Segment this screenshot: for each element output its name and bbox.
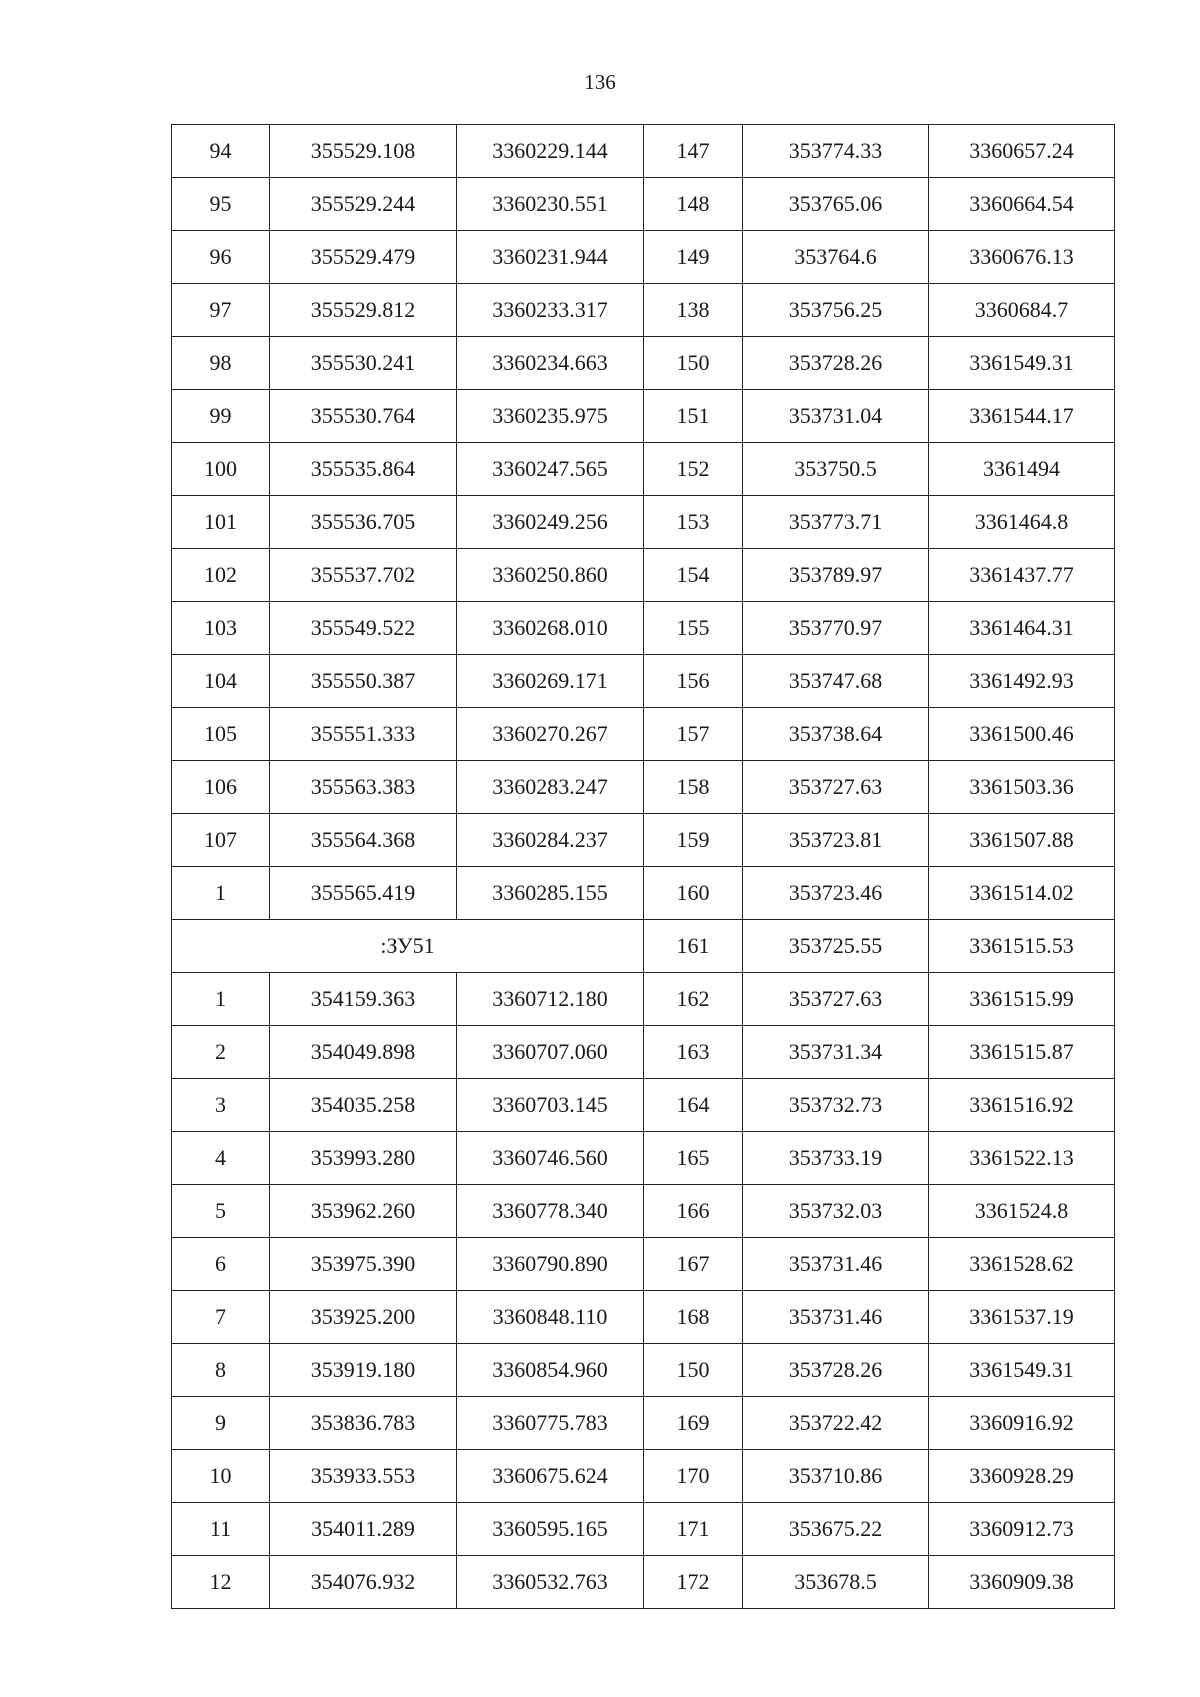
table-row [172, 1556, 1115, 1609]
left-x-coordinate-cell: 353975.390 [270, 1238, 457, 1291]
table-row [172, 337, 1115, 390]
table-row [172, 1344, 1115, 1397]
right-y-coordinate-cell: 3360657.24 [929, 125, 1115, 178]
right-y-coordinate-cell: 3360664.54 [929, 178, 1115, 231]
table-row [172, 496, 1115, 549]
left-y-coordinate-cell: 3360532.763 [457, 1556, 644, 1609]
right-x-coordinate-cell: 353738.64 [743, 708, 929, 761]
right-x-coordinate-cell: 353723.46 [743, 867, 929, 920]
right-point-number-cell: 166 [644, 1185, 743, 1238]
right-x-coordinate-cell: 353789.97 [743, 549, 929, 602]
right-point-number-cell: 152 [644, 443, 743, 496]
left-y-coordinate-cell: 3360854.960 [457, 1344, 644, 1397]
table-row [172, 443, 1115, 496]
right-y-coordinate-cell: 3361437.77 [929, 549, 1115, 602]
table-row [172, 920, 1115, 973]
left-y-coordinate-cell: 3360675.624 [457, 1450, 644, 1503]
table-row [172, 390, 1115, 443]
table-row [172, 231, 1115, 284]
right-point-number-cell: 148 [644, 178, 743, 231]
right-point-number-cell: 165 [644, 1132, 743, 1185]
right-point-number-cell: 153 [644, 496, 743, 549]
right-point-number-cell: 172 [644, 1556, 743, 1609]
right-y-coordinate-cell: 3360684.7 [929, 284, 1115, 337]
right-y-coordinate-cell: 3361515.87 [929, 1026, 1115, 1079]
right-y-coordinate-cell: 3361507.88 [929, 814, 1115, 867]
left-point-number-cell: 104 [172, 655, 270, 708]
right-x-coordinate-cell: 353765.06 [743, 178, 929, 231]
right-y-coordinate-cell: 3361524.8 [929, 1185, 1115, 1238]
left-point-number-cell: 11 [172, 1503, 270, 1556]
right-x-coordinate-cell: 353770.97 [743, 602, 929, 655]
left-x-coordinate-cell: 355549.522 [270, 602, 457, 655]
right-x-coordinate-cell: 353747.68 [743, 655, 929, 708]
left-point-number-cell: 103 [172, 602, 270, 655]
right-x-coordinate-cell: 353728.26 [743, 337, 929, 390]
left-x-coordinate-cell: 355551.333 [270, 708, 457, 761]
left-point-number-cell: 99 [172, 390, 270, 443]
right-y-coordinate-cell: 3361549.31 [929, 337, 1115, 390]
right-x-coordinate-cell: 353733.19 [743, 1132, 929, 1185]
right-y-coordinate-cell: 3361464.8 [929, 496, 1115, 549]
left-x-coordinate-cell: 354159.363 [270, 973, 457, 1026]
left-point-number-cell: 105 [172, 708, 270, 761]
table-row [172, 602, 1115, 655]
right-y-coordinate-cell: 3360909.38 [929, 1556, 1115, 1609]
left-x-coordinate-cell: 355565.419 [270, 867, 457, 920]
right-y-coordinate-cell: 3361514.02 [929, 867, 1115, 920]
right-x-coordinate-cell: 353731.46 [743, 1291, 929, 1344]
left-x-coordinate-cell: 354011.289 [270, 1503, 457, 1556]
left-y-coordinate-cell: 3360595.165 [457, 1503, 644, 1556]
left-point-number-cell: 1 [172, 867, 270, 920]
left-x-coordinate-cell: 353993.280 [270, 1132, 457, 1185]
right-y-coordinate-cell: 3361494 [929, 443, 1115, 496]
right-y-coordinate-cell: 3361528.62 [929, 1238, 1115, 1291]
left-y-coordinate-cell: 3360790.890 [457, 1238, 644, 1291]
left-x-coordinate-cell: 355535.864 [270, 443, 457, 496]
left-x-coordinate-cell: 355536.705 [270, 496, 457, 549]
table-row [172, 1238, 1115, 1291]
left-y-coordinate-cell: 3360230.551 [457, 178, 644, 231]
right-y-coordinate-cell: 3361537.19 [929, 1291, 1115, 1344]
left-x-coordinate-cell: 355529.244 [270, 178, 457, 231]
section-label-cell: :ЗУ51 [172, 920, 644, 973]
table-row [172, 814, 1115, 867]
left-x-coordinate-cell: 353925.200 [270, 1291, 457, 1344]
left-point-number-cell: 3 [172, 1079, 270, 1132]
left-point-number-cell: 5 [172, 1185, 270, 1238]
right-y-coordinate-cell: 3361503.36 [929, 761, 1115, 814]
left-point-number-cell: 2 [172, 1026, 270, 1079]
right-x-coordinate-cell: 353756.25 [743, 284, 929, 337]
table-row [172, 761, 1115, 814]
left-y-coordinate-cell: 3360283.247 [457, 761, 644, 814]
left-y-coordinate-cell: 3360250.860 [457, 549, 644, 602]
left-x-coordinate-cell: 353919.180 [270, 1344, 457, 1397]
right-point-number-cell: 164 [644, 1079, 743, 1132]
left-x-coordinate-cell: 355550.387 [270, 655, 457, 708]
left-x-coordinate-cell: 355529.479 [270, 231, 457, 284]
right-y-coordinate-cell: 3361522.13 [929, 1132, 1115, 1185]
left-y-coordinate-cell: 3360848.110 [457, 1291, 644, 1344]
table-row [172, 1397, 1115, 1450]
right-point-number-cell: 171 [644, 1503, 743, 1556]
left-y-coordinate-cell: 3360707.060 [457, 1026, 644, 1079]
right-x-coordinate-cell: 353722.42 [743, 1397, 929, 1450]
left-point-number-cell: 9 [172, 1397, 270, 1450]
left-y-coordinate-cell: 3360712.180 [457, 973, 644, 1026]
right-x-coordinate-cell: 353731.04 [743, 390, 929, 443]
left-x-coordinate-cell: 355563.383 [270, 761, 457, 814]
right-x-coordinate-cell: 353728.26 [743, 1344, 929, 1397]
right-point-number-cell: 170 [644, 1450, 743, 1503]
left-point-number-cell: 10 [172, 1450, 270, 1503]
left-point-number-cell: 12 [172, 1556, 270, 1609]
right-y-coordinate-cell: 3361515.53 [929, 920, 1115, 973]
right-point-number-cell: 147 [644, 125, 743, 178]
left-y-coordinate-cell: 3360231.944 [457, 231, 644, 284]
right-point-number-cell: 168 [644, 1291, 743, 1344]
left-x-coordinate-cell: 354076.932 [270, 1556, 457, 1609]
table-row [172, 867, 1115, 920]
right-point-number-cell: 155 [644, 602, 743, 655]
left-y-coordinate-cell: 3360234.663 [457, 337, 644, 390]
right-x-coordinate-cell: 353710.86 [743, 1450, 929, 1503]
left-point-number-cell: 98 [172, 337, 270, 390]
left-x-coordinate-cell: 355530.764 [270, 390, 457, 443]
left-point-number-cell: 4 [172, 1132, 270, 1185]
right-y-coordinate-cell: 3361544.17 [929, 390, 1115, 443]
right-point-number-cell: 138 [644, 284, 743, 337]
right-x-coordinate-cell: 353731.34 [743, 1026, 929, 1079]
left-point-number-cell: 1 [172, 973, 270, 1026]
right-point-number-cell: 158 [644, 761, 743, 814]
right-point-number-cell: 157 [644, 708, 743, 761]
table-row [172, 1450, 1115, 1503]
left-x-coordinate-cell: 355529.108 [270, 125, 457, 178]
left-y-coordinate-cell: 3360229.144 [457, 125, 644, 178]
left-y-coordinate-cell: 3360249.256 [457, 496, 644, 549]
left-y-coordinate-cell: 3360268.010 [457, 602, 644, 655]
right-point-number-cell: 156 [644, 655, 743, 708]
right-y-coordinate-cell: 3360912.73 [929, 1503, 1115, 1556]
left-point-number-cell: 6 [172, 1238, 270, 1291]
left-point-number-cell: 100 [172, 443, 270, 496]
right-point-number-cell: 151 [644, 390, 743, 443]
table-row [172, 1291, 1115, 1344]
right-y-coordinate-cell: 3361492.93 [929, 655, 1115, 708]
table-row [172, 1132, 1115, 1185]
left-y-coordinate-cell: 3360233.317 [457, 284, 644, 337]
left-point-number-cell: 96 [172, 231, 270, 284]
left-point-number-cell: 107 [172, 814, 270, 867]
left-x-coordinate-cell: 353962.260 [270, 1185, 457, 1238]
right-y-coordinate-cell: 3361464.31 [929, 602, 1115, 655]
right-x-coordinate-cell: 353774.33 [743, 125, 929, 178]
left-y-coordinate-cell: 3360270.267 [457, 708, 644, 761]
left-point-number-cell: 102 [172, 549, 270, 602]
table-row [172, 1503, 1115, 1556]
left-point-number-cell: 95 [172, 178, 270, 231]
right-point-number-cell: 150 [644, 1344, 743, 1397]
right-point-number-cell: 169 [644, 1397, 743, 1450]
right-x-coordinate-cell: 353723.81 [743, 814, 929, 867]
table-row [172, 1026, 1115, 1079]
left-point-number-cell: 8 [172, 1344, 270, 1397]
left-point-number-cell: 106 [172, 761, 270, 814]
table-row [172, 655, 1115, 708]
right-y-coordinate-cell: 3361549.31 [929, 1344, 1115, 1397]
right-x-coordinate-cell: 353764.6 [743, 231, 929, 284]
table-row [172, 284, 1115, 337]
left-y-coordinate-cell: 3360269.171 [457, 655, 644, 708]
right-y-coordinate-cell: 3361515.99 [929, 973, 1115, 1026]
right-point-number-cell: 149 [644, 231, 743, 284]
table-row [172, 178, 1115, 231]
left-y-coordinate-cell: 3360775.783 [457, 1397, 644, 1450]
table-row [172, 973, 1115, 1026]
right-y-coordinate-cell: 3360676.13 [929, 231, 1115, 284]
right-x-coordinate-cell: 353727.63 [743, 761, 929, 814]
coordinates-table [171, 124, 1115, 1609]
left-point-number-cell: 101 [172, 496, 270, 549]
left-x-coordinate-cell: 354049.898 [270, 1026, 457, 1079]
right-y-coordinate-cell: 3360916.92 [929, 1397, 1115, 1450]
right-y-coordinate-cell: 3361516.92 [929, 1079, 1115, 1132]
left-y-coordinate-cell: 3360778.340 [457, 1185, 644, 1238]
left-x-coordinate-cell: 355529.812 [270, 284, 457, 337]
table-row [172, 125, 1115, 178]
right-point-number-cell: 150 [644, 337, 743, 390]
left-y-coordinate-cell: 3360235.975 [457, 390, 644, 443]
table-row [172, 1185, 1115, 1238]
right-y-coordinate-cell: 3360928.29 [929, 1450, 1115, 1503]
left-x-coordinate-cell: 355537.702 [270, 549, 457, 602]
right-y-coordinate-cell: 3361500.46 [929, 708, 1115, 761]
left-point-number-cell: 94 [172, 125, 270, 178]
right-x-coordinate-cell: 353731.46 [743, 1238, 929, 1291]
left-y-coordinate-cell: 3360746.560 [457, 1132, 644, 1185]
left-x-coordinate-cell: 354035.258 [270, 1079, 457, 1132]
left-y-coordinate-cell: 3360285.155 [457, 867, 644, 920]
right-x-coordinate-cell: 353773.71 [743, 496, 929, 549]
table-row [172, 1079, 1115, 1132]
right-x-coordinate-cell: 353750.5 [743, 443, 929, 496]
table-row [172, 549, 1115, 602]
page-number: 136 [584, 70, 616, 94]
right-point-number-cell: 159 [644, 814, 743, 867]
right-x-coordinate-cell: 353732.73 [743, 1079, 929, 1132]
left-y-coordinate-cell: 3360284.237 [457, 814, 644, 867]
right-x-coordinate-cell: 353678.5 [743, 1556, 929, 1609]
right-x-coordinate-cell: 353675.22 [743, 1503, 929, 1556]
left-point-number-cell: 7 [172, 1291, 270, 1344]
left-x-coordinate-cell: 353836.783 [270, 1397, 457, 1450]
right-point-number-cell: 162 [644, 973, 743, 1026]
left-point-number-cell: 97 [172, 284, 270, 337]
table-row [172, 708, 1115, 761]
right-x-coordinate-cell: 353727.63 [743, 973, 929, 1026]
left-x-coordinate-cell: 353933.553 [270, 1450, 457, 1503]
right-x-coordinate-cell: 353725.55 [743, 920, 929, 973]
right-x-coordinate-cell: 353732.03 [743, 1185, 929, 1238]
right-point-number-cell: 163 [644, 1026, 743, 1079]
left-y-coordinate-cell: 3360247.565 [457, 443, 644, 496]
left-y-coordinate-cell: 3360703.145 [457, 1079, 644, 1132]
left-x-coordinate-cell: 355564.368 [270, 814, 457, 867]
right-point-number-cell: 161 [644, 920, 743, 973]
right-point-number-cell: 160 [644, 867, 743, 920]
left-x-coordinate-cell: 355530.241 [270, 337, 457, 390]
right-point-number-cell: 167 [644, 1238, 743, 1291]
right-point-number-cell: 154 [644, 549, 743, 602]
